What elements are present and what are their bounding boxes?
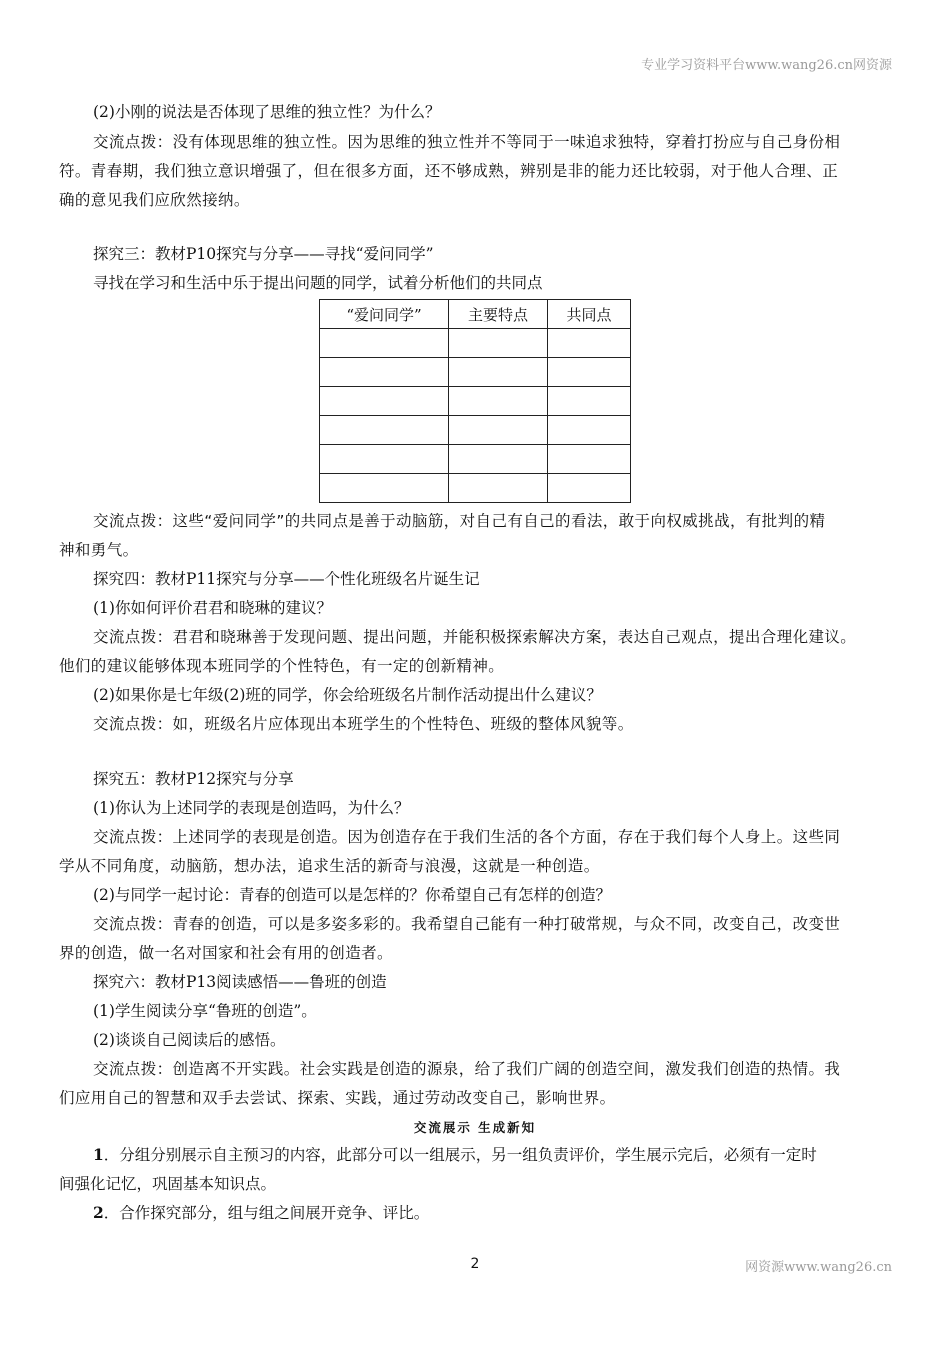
section-item-2 <box>93 1203 893 1223</box>
table-row <box>320 358 631 387</box>
table-row <box>320 474 631 503</box>
answer-q2-line2: 符。青春期，我们独立意识增强了，但在很多方面，还不够成熟，辨别是非的能力还比较弱，对于他人合理、正 <box>59 162 839 180</box>
item-text: ．合作探究部分，组与组之间展开竞争、评比。 <box>103 1204 430 1222</box>
table-cell[interactable] <box>449 445 548 474</box>
table-row <box>320 445 631 474</box>
explore3-answer-line2: 神和勇气。 <box>59 541 139 559</box>
explore4-a1-line2: 他们的建议能够体现本班同学的个性特色，有一定的创新精神。 <box>59 657 505 675</box>
answer-q2-line1: 交流点拨：没有体现思维的独立性。因为思维的独立性并不等同于一味追求独特，穿着打扮应与自己身份相 <box>93 133 841 151</box>
explore6-q2: (2)谈谈自己阅读后的感悟。 <box>93 1031 286 1049</box>
table-cell[interactable] <box>320 358 449 387</box>
table-cell[interactable] <box>548 387 631 416</box>
explore5-q1: (1)你认为上述同学的表现是创造吗，为什么？ <box>93 799 410 817</box>
ask-classmates-table <box>319 299 631 503</box>
answer-q2-line3: 确的意见我们应欣然接纳。 <box>59 191 250 209</box>
table-cell[interactable] <box>449 358 548 387</box>
item-text: ．分组分别展示自主预习的内容，此部分可以一组展示，另一组负责评价，学生展示完后，必须有一定时 <box>103 1146 817 1164</box>
item-number: 1 <box>93 1145 104 1164</box>
explore6-q1: (1)学生阅读分享“鲁班的创造”。 <box>93 1002 317 1020</box>
explore6-answer-line2: 们应用自己的智慧和双手去尝试、探索、实践，通过劳动改变自己，影响世界。 <box>59 1089 616 1107</box>
page-number: 2 <box>470 1256 480 1272</box>
table-cell[interactable] <box>320 329 449 358</box>
table-row <box>320 387 631 416</box>
section-item-1-line2: 间强化记忆，巩固基本知识点。 <box>59 1175 277 1193</box>
item-number: 2 <box>93 1203 104 1222</box>
table-cell[interactable] <box>449 416 548 445</box>
explore5-title: 探究五：教材P12探究与分享 <box>93 770 294 788</box>
explore4-a1-line1: 交流点拨：君君和晓琳善于发现问题、提出问题，并能积极探索解决方案，表达自己观点，提出合理化建议。 <box>93 628 857 646</box>
table-cell[interactable] <box>548 329 631 358</box>
table-cell[interactable] <box>320 445 449 474</box>
table-cell[interactable] <box>548 416 631 445</box>
table-header-cell: 主要特点 <box>449 300 548 329</box>
table-row <box>320 329 631 358</box>
section-item-1-line1 <box>93 1145 893 1165</box>
table-cell[interactable] <box>449 329 548 358</box>
explore5-a2-line2: 界的创造，做一名对国家和社会有用的创造者。 <box>59 944 393 962</box>
table-cell[interactable] <box>449 387 548 416</box>
table-cell[interactable] <box>548 445 631 474</box>
table-cell[interactable] <box>449 474 548 503</box>
explore6-answer-line1: 交流点拨：创造离不开实践。社会实践是创造的源泉，给了我们广阔的创造空间，激发我们创造的热情。我 <box>93 1060 841 1078</box>
explore4-q2: (2)如果你是七年级(2)班的同学，你会给班级名片制作活动提出什么建议？ <box>93 686 602 704</box>
explore5-a1-line1: 交流点拨：上述同学的表现是创造。因为创造存在于我们生活的各个方面，存在于我们每个人身上。这些同 <box>93 828 841 846</box>
question-q2: (2)小刚的说法是否体现了思维的独立性？为什么？ <box>93 103 441 121</box>
table-cell[interactable] <box>320 416 449 445</box>
table-header-row <box>320 300 631 329</box>
explore5-a1-line2: 学从不同角度，动脑筋，想办法，追求生活的新奇与浪漫，这就是一种创造。 <box>59 857 600 875</box>
explore4-q1: (1)你如何评价君君和晓琳的建议？ <box>93 599 332 617</box>
explore3-instruction: 寻找在学习和生活中乐于提出问题的同学，试着分析他们的共同点 <box>93 274 543 292</box>
explore6-title: 探究六：教材P13阅读感悟——鲁班的创造 <box>93 973 387 991</box>
table-cell[interactable] <box>320 387 449 416</box>
footer-watermark: 网资源www.wang26.cn <box>745 1260 892 1275</box>
explore5-q2: (2)与同学一起讨论：青春的创造可以是怎样的？你希望自己有怎样的创造？ <box>93 886 611 904</box>
table-header-cell: “爱问同学” <box>320 300 449 329</box>
table-cell[interactable] <box>320 474 449 503</box>
explore3-answer-line1: 交流点拨：这些“爱问同学”的共同点是善于动脑筋，对自己有自己的看法，敢于向权威挑战，有批判的精 <box>93 512 826 530</box>
header-watermark: 专业学习资料平台www.wang26.cn网资源 <box>641 58 892 73</box>
section-heading: 交流展示 生成新知 <box>413 1120 537 1135</box>
table-cell[interactable] <box>548 358 631 387</box>
explore3-title: 探究三：教材P10探究与分享——寻找“爱问同学” <box>93 245 434 263</box>
explore4-title: 探究四：教材P11探究与分享——个性化班级名片诞生记 <box>93 570 480 588</box>
table-header-cell: 共同点 <box>548 300 631 329</box>
table-cell[interactable] <box>548 474 631 503</box>
table-row <box>320 416 631 445</box>
explore4-a2: 交流点拨：如，班级名片应体现出本班学生的个性特色、班级的整体风貌等。 <box>93 715 634 733</box>
explore5-a2-line1: 交流点拨：青春的创造，可以是多姿多彩的。我希望自己能有一种打破常规，与众不同，改变自己，改变世 <box>93 915 841 933</box>
